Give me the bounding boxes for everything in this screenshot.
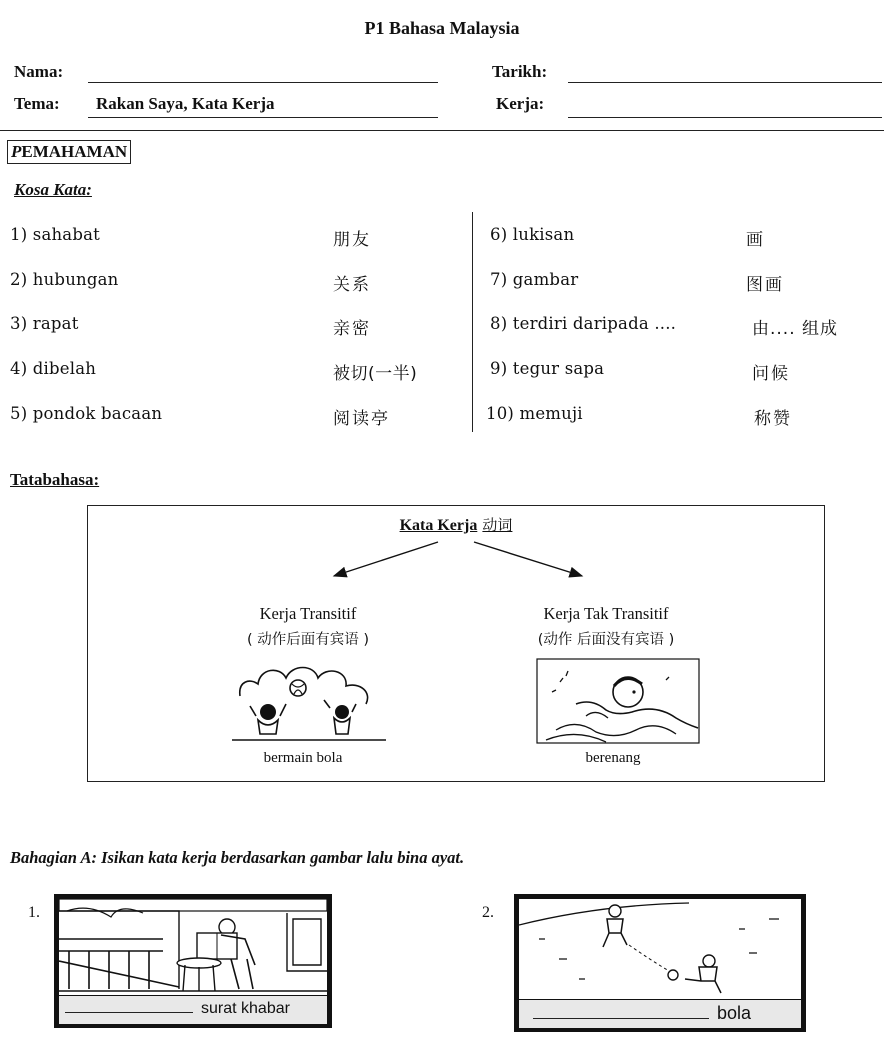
exercise-1-answer-strip xyxy=(59,995,327,1024)
arrow-right xyxy=(474,542,582,576)
tatabahasa-heading: Tatabahasa: xyxy=(10,470,100,489)
vocab-zh-9: 问候 xyxy=(752,364,790,384)
vocab-word-7: 7) gambar xyxy=(490,270,579,289)
vocab-zh-8: 由.... 组成 xyxy=(752,319,839,339)
vocab-zh-10: 称赞 xyxy=(754,409,792,429)
bahagian-a-instruction: Bahagian A: Isikan kata kerja berdasarkan gambar lalu bina ayat. xyxy=(10,848,465,867)
exercise-2-number: 2. xyxy=(482,904,494,921)
vocab-zh-6: 画 xyxy=(746,230,765,250)
tema-label: Tema: xyxy=(14,94,60,113)
children-playing-ball-illustration xyxy=(230,656,388,744)
vocab-zh-7: 图画 xyxy=(746,275,784,295)
boy-swimming-illustration xyxy=(536,658,700,744)
grammar-box xyxy=(87,505,825,782)
vocab-column-divider xyxy=(472,212,473,432)
nama-field[interactable] xyxy=(88,82,438,83)
kerja-field[interactable] xyxy=(568,117,882,118)
vocab-word-8: 8) terdiri daripada .... xyxy=(490,314,677,333)
exercise-1-answer-blank[interactable] xyxy=(65,1012,193,1013)
exercise-1-picture xyxy=(54,894,332,1028)
vocab-word-4: 4) dibelah xyxy=(10,359,97,378)
arrow-left xyxy=(334,542,438,576)
man-reading-newspaper-illustration xyxy=(59,899,327,995)
exercise-2-answer-strip xyxy=(519,999,801,1028)
tarikh-field[interactable] xyxy=(568,82,882,83)
tak-transitif-title: Kerja Tak Transitif xyxy=(543,604,669,623)
page-title: P1 Bahasa Malaysia xyxy=(364,18,520,38)
vocab-word-9: 9) tegur sapa xyxy=(490,359,605,378)
grammar-title-zh: 动词 xyxy=(482,516,513,534)
tarikh-label: Tarikh: xyxy=(492,62,548,81)
vocab-zh-1: 朋友 xyxy=(333,230,371,250)
vocab-word-6: 6) lukisan xyxy=(490,225,575,244)
boys-playing-football-illustration xyxy=(519,899,801,997)
exercise-1-caption: surat khabar xyxy=(201,1000,290,1017)
transitif-caption: bermain bola xyxy=(263,750,343,766)
pemahaman-rest: EMAHAMAN xyxy=(21,142,128,161)
grammar-arrows xyxy=(88,506,824,586)
vocab-zh-2: 关系 xyxy=(333,275,371,295)
tema-value: Rakan Saya, Kata Kerja xyxy=(96,94,275,113)
vocab-word-2: 2) hubungan xyxy=(10,270,119,289)
kosa-kata-heading: Kosa Kata: xyxy=(14,180,92,199)
vocab-word-10: 10) memuji xyxy=(486,404,583,423)
vocab-zh-3: 亲密 xyxy=(333,319,371,339)
header-divider xyxy=(0,130,884,131)
pemahaman-heading xyxy=(7,140,131,164)
tak-transitif-zh: (动作 后面没有宾语 ) xyxy=(537,632,675,648)
vocab-zh-5: 阅读亭 xyxy=(333,409,390,429)
vocab-word-1: 1) sahabat xyxy=(10,225,100,244)
vocab-word-3: 3) rapat xyxy=(10,314,79,333)
exercise-2-picture xyxy=(514,894,806,1032)
tema-field[interactable] xyxy=(88,117,438,118)
exercise-1-number: 1. xyxy=(28,904,40,921)
nama-label: Nama: xyxy=(14,62,64,81)
kerja-label: Kerja: xyxy=(496,94,545,113)
vocab-word-5: 5) pondok bacaan xyxy=(10,404,163,423)
transitif-title: Kerja Transitif xyxy=(259,604,357,623)
exercise-2-answer-blank[interactable] xyxy=(533,1018,709,1019)
exercise-2-caption: bola xyxy=(717,1003,752,1023)
grammar-title-malay: Kata Kerja xyxy=(399,517,478,534)
vocab-zh-4: 被切(一半) xyxy=(333,364,418,384)
transitif-zh: ( 动作后面有宾语 ) xyxy=(246,632,370,648)
pemahaman-initial: P xyxy=(11,142,22,161)
tak-transitif-caption: berenang xyxy=(585,750,641,766)
